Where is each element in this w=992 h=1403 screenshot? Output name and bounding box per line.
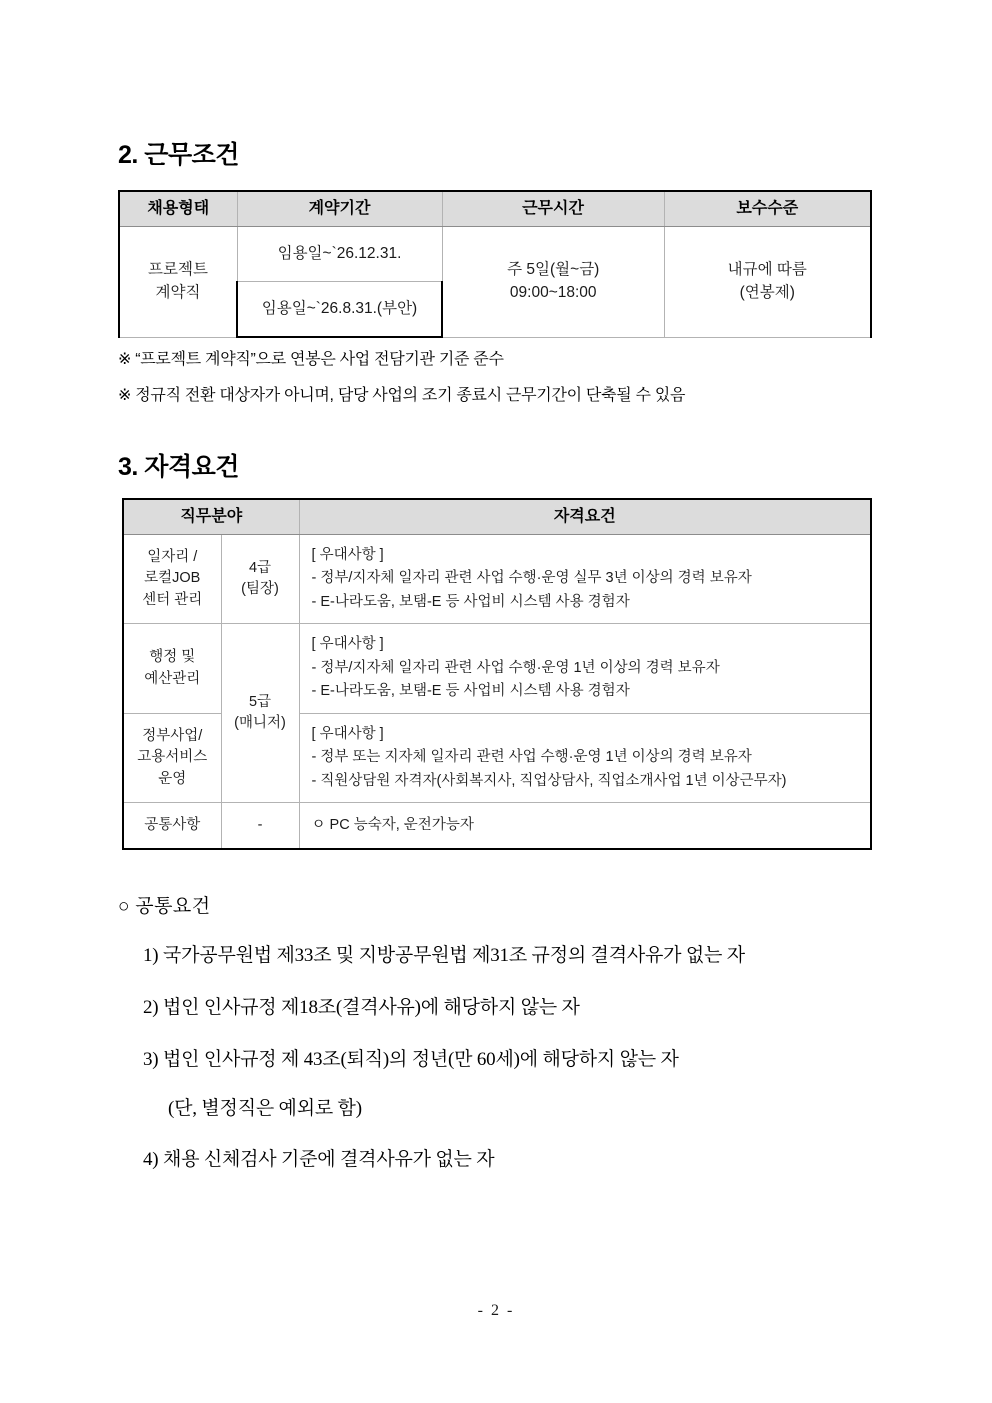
- cell-requirements-1: [299, 535, 871, 624]
- common-requirement-item-2: 2) 법인 인사규정 제18조(결격사유)에 해당하지 않는 자: [143, 997, 580, 1018]
- job-field-line-3: 센터 관리: [142, 592, 203, 609]
- requirement-line-2: - 정부/지자체 일자리 관련 사업 수행·운영 1년 이상의 경력 보유자: [311, 659, 720, 676]
- requirement-line-3: - E-나라도움, 보탬-E 등 사업비 시스템 사용 경험자: [311, 683, 630, 700]
- cell-job-field-3: [123, 713, 221, 802]
- pay-level-line-2: (연봉제): [739, 283, 795, 301]
- job-field-line-1: 정부사업/: [142, 727, 203, 744]
- cell-requirements-3: [299, 713, 871, 802]
- job-field-line-2: 예산관리: [144, 670, 201, 687]
- note-line-2: ※ 정규직 전환 대상자가 아니며, 담당 사업의 조기 종료시 근무기간이 단축될 수 있음: [118, 387, 686, 404]
- common-requirement-item-1: 1) 국가공무원법 제33조 및 지방공무원법 제31조 규정의 결격사유가 없는 자: [143, 945, 745, 966]
- column-header-work-hours: 근무시간: [442, 191, 664, 227]
- employment-type-line-2: 계약직: [155, 283, 201, 301]
- requirement-line-1: [ 우대사항 ]: [311, 636, 384, 653]
- cell-grade-4: -: [221, 803, 299, 849]
- note-line-1: ※ “프로젝트 계약직”으로 연봉은 사업 전담기관 기준 준수: [118, 351, 504, 368]
- common-requirement-item-3: 3) 법인 인사규정 제 43조(퇴직)의 정년(만 60세)에 해당하지 않는 자: [143, 1049, 679, 1070]
- job-field-line-3: 운영: [158, 771, 187, 787]
- requirement-line-2: - 정부 또는 지자체 일자리 관련 사업 수행·운영 1년 이상의 경력 보유자: [311, 749, 752, 766]
- cell-grade-2: [221, 624, 299, 803]
- cell-job-field-2: [123, 624, 221, 713]
- column-header-contract-period: 계약기간: [237, 191, 442, 227]
- work-hours-line-1: 주 5일(월~금): [507, 261, 600, 279]
- table-header-row: [119, 191, 871, 227]
- grade-line-2: (팀장): [241, 581, 279, 598]
- cell-requirements-2: [299, 624, 871, 713]
- cell-job-field-1: [123, 535, 221, 624]
- requirement-line-1: ㅇ PC 능숙자, 운전가능자: [311, 816, 474, 833]
- grade-line-1: 4급: [248, 560, 272, 577]
- job-field-line-1: 일자리 /: [147, 548, 198, 565]
- qualifications-table: [122, 498, 872, 850]
- job-field-line-1: 행정 및: [149, 648, 196, 665]
- requirement-line-3: - E-나라도움, 보탬-E 등 사업비 시스템 사용 경험자: [311, 593, 630, 610]
- requirement-line-3: - 직원상담원 자격자(사회복지사, 직업상담사, 직업소개사업 1년 이상근무자): [311, 772, 787, 789]
- cell-requirements-4: [299, 803, 871, 849]
- table-row: [123, 535, 871, 624]
- cell-employment-type: [119, 227, 237, 338]
- table-row: [119, 227, 871, 282]
- employment-type-line-1: 프로젝트: [148, 261, 208, 279]
- page-number: - 2 -: [477, 1302, 515, 1319]
- cell-contract-period-1: 임용일~`26.12.31.: [237, 227, 442, 282]
- column-header-requirements: 자격요건: [299, 499, 871, 535]
- pay-level-line-1: 내규에 따름: [727, 261, 807, 279]
- section-heading-qualifications: 3. 자격요건: [118, 453, 239, 481]
- work-conditions-table: [118, 190, 872, 338]
- cell-job-field-4: 공통사항: [123, 803, 221, 849]
- common-requirements-title: ○ 공통요건: [118, 896, 211, 917]
- column-header-pay-level: 보수수준: [664, 191, 871, 227]
- job-field-line-2: 고용서비스: [137, 749, 208, 766]
- requirement-line-2: - 정부/지자체 일자리 관련 사업 수행·운영 실무 3년 이상의 경력 보유자: [311, 570, 752, 587]
- common-requirement-item-4: 4) 채용 신체검사 기준에 결격사유가 없는 자: [143, 1149, 495, 1170]
- cell-pay-level: [664, 227, 871, 338]
- column-header-employment-type: 채용형태: [119, 191, 237, 227]
- cell-grade-1: [221, 535, 299, 624]
- cell-contract-period-2: 임용일~`26.8.31.(부안): [237, 282, 442, 338]
- common-requirement-item-3-continuation: (단, 별정직은 예외로 함): [168, 1098, 362, 1119]
- requirement-line-1: [ 우대사항 ]: [311, 547, 384, 563]
- grade-line-2: (매니저): [234, 715, 286, 732]
- section-heading-work-conditions: 2. 근무조건: [118, 141, 239, 169]
- column-header-job-field: 직무분야: [123, 499, 299, 535]
- table-header-row: [123, 499, 871, 535]
- table-row: [123, 624, 871, 713]
- grade-line-1: 5급: [248, 694, 272, 711]
- job-field-line-2: 로컬JOB: [144, 570, 201, 587]
- requirement-line-1: [ 우대사항 ]: [311, 725, 384, 742]
- table-row: [123, 803, 871, 849]
- work-hours-line-2: 09:00~18:00: [509, 283, 597, 301]
- cell-work-hours: [442, 227, 664, 338]
